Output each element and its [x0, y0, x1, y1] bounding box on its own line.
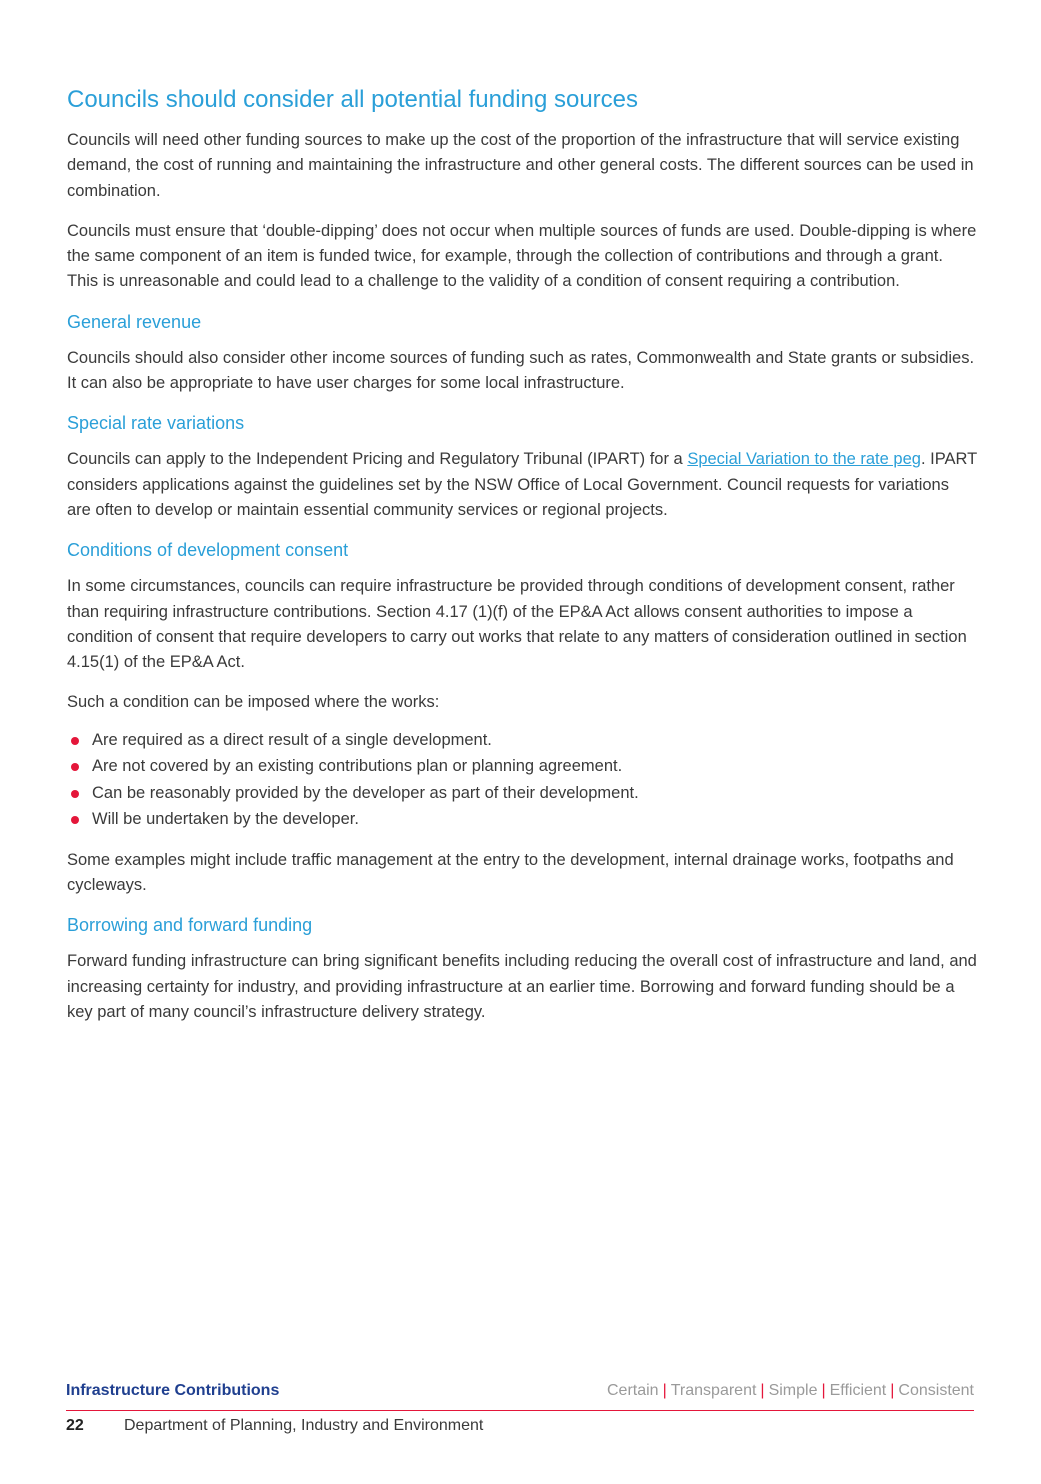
heading-general-revenue: General revenue	[67, 311, 202, 332]
conditions-bullet-list	[67, 727, 977, 833]
special-rate-paragraph	[67, 447, 977, 523]
bullet-icon	[71, 763, 79, 771]
heading-special-rate-variations: Special rate variations	[67, 413, 245, 434]
special-variation-link[interactable]: Special Variation to the rate peg	[687, 450, 921, 469]
page-content	[67, 84, 977, 1040]
conditions-paragraph-2: Such a condition can be imposed where the works:	[67, 693, 440, 712]
footer-value: Certain	[607, 1382, 659, 1399]
footer-value: Transparent	[670, 1382, 757, 1399]
footer-title: Infrastructure Contributions	[66, 1382, 280, 1399]
page-footer	[66, 1382, 974, 1435]
footer-value: Consistent	[898, 1382, 974, 1399]
footer-separator: |	[890, 1382, 895, 1399]
list-item	[67, 753, 977, 780]
list-item-text: Are required as a direct result of a single development.	[92, 730, 492, 749]
list-item	[67, 806, 977, 833]
bullet-icon	[71, 737, 79, 745]
list-item	[67, 780, 977, 807]
bullet-icon	[71, 790, 79, 798]
footer-top-row	[66, 1382, 974, 1411]
list-item-text: Are not covered by an existing contributions plan or planning agreement.	[92, 757, 623, 776]
special-rate-text-after: . IPART considers applications against the guidelines set by the NSW Office of Local Government. Council requests for variations are often to develop or maintain essential community services or regional projects.	[67, 450, 977, 519]
footer-separator: |	[760, 1382, 765, 1399]
footer-separator: |	[662, 1382, 667, 1399]
footer-bottom-row	[66, 1417, 974, 1435]
list-item	[67, 727, 977, 754]
heading-borrowing-and-forward-funding: Borrowing and forward funding	[67, 915, 313, 936]
footer-value: Simple	[768, 1382, 818, 1399]
department-name: Department of Planning, Industry and Environment	[124, 1417, 484, 1434]
page-title: Councils should consider all potential funding sources	[67, 86, 639, 113]
list-item-text: Will be undertaken by the developer.	[92, 810, 359, 829]
page-number: 22	[66, 1417, 84, 1434]
footer-value: Efficient	[829, 1382, 887, 1399]
footer-separator: |	[821, 1382, 826, 1399]
general-revenue-paragraph: Councils should also consider other income sources of funding such as rates, Commonwealth and State grants or subsidies. It can also be appropriate to have user charges for some local infrastructure.	[67, 348, 975, 393]
footer-values	[607, 1382, 974, 1400]
special-rate-text-before: Councils can apply to the Independent Pricing and Regulatory Tribunal (IPART) for a	[67, 450, 688, 469]
list-item-text: Can be reasonably provided by the developer as part of their development.	[92, 783, 639, 802]
bullet-icon	[71, 816, 79, 824]
heading-conditions-of-development-consent: Conditions of development consent	[67, 540, 349, 561]
intro-paragraph-1: Councils will need other funding sources to make up the cost of the proportion of the infrastructure that will service existing demand, the cost of running and maintaining the infrastructure and other general costs. The different sources can be used in combination.	[67, 131, 974, 200]
borrowing-paragraph: Forward funding infrastructure can bring significant benefits including reducing the overall cost of infrastructure and land, and increasing certainty for industry, and providing infrastructure at an earlier time. Borrowing and forward funding should be a key part of many council’s infrastructure delivery strategy.	[67, 952, 977, 1021]
conditions-paragraph-1: In some circumstances, councils can require infrastructure be provided through conditions of development consent, rather than requiring infrastructure contributions. Section 4.17 (1)(f) of the EP&A Act allows consent authorities to impose a condition of consent that require developers to carry out works that relate to any matters of consideration outlined in section 4.15(1) of the EP&A Act.	[67, 577, 967, 672]
intro-paragraph-2: Councils must ensure that ‘double-dipping’ does not occur when multiple sources of funds are used. Double-dipping is where the same component of an item is funded twice, for example, through the collection of contributions and through a grant. This is unreasonable and could lead to a challenge to the validity of a condition of consent requiring a contribution.	[67, 221, 977, 291]
conditions-paragraph-3: Some examples might include traffic management at the entry to the development, internal drainage works, footpaths and cycleways.	[67, 850, 954, 895]
